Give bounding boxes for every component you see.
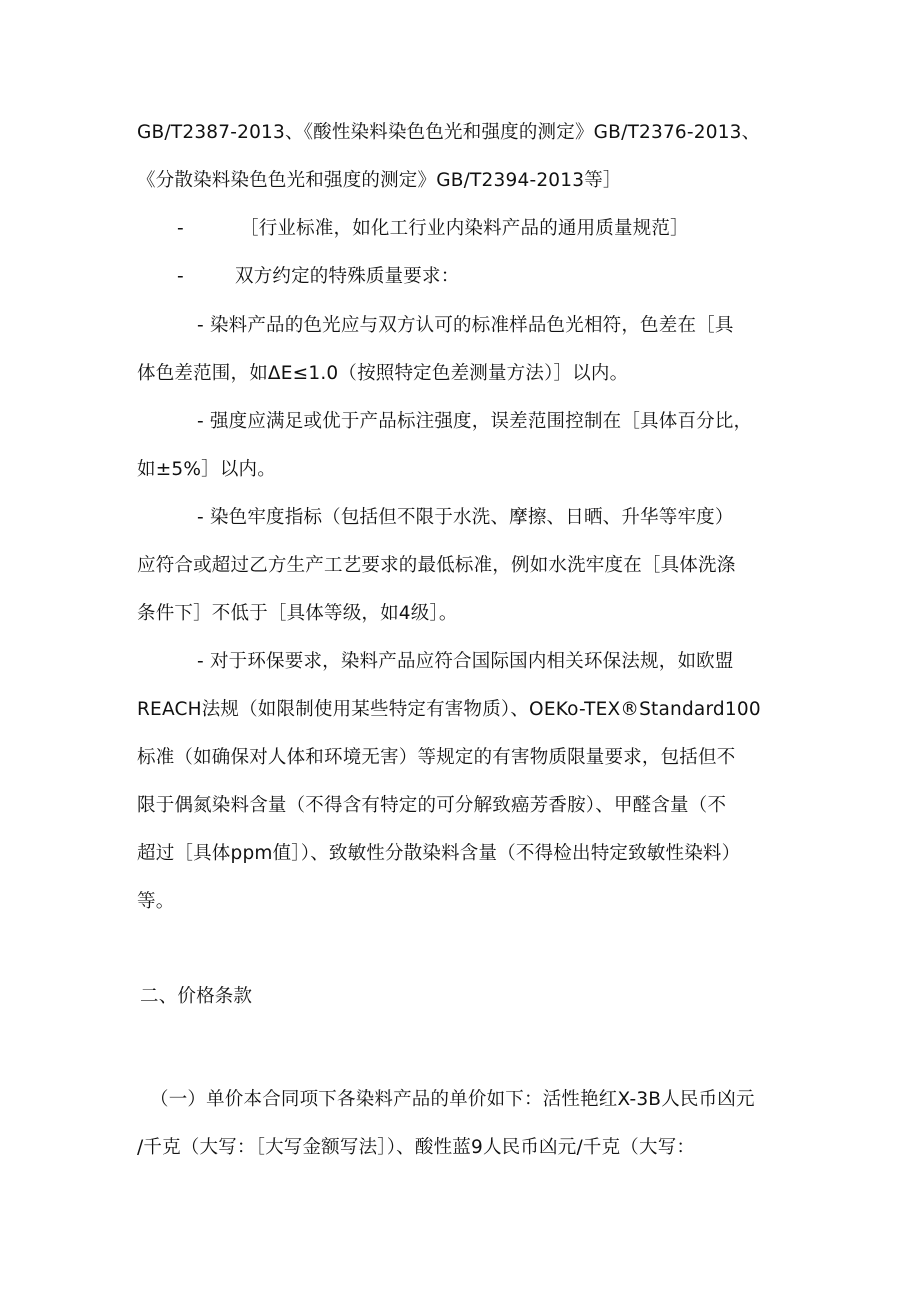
env-req-line-4: 限于偶氮染料含量（不得含有特定的可分解致癌芳香胺）、甲醛含量（不 [137,795,727,816]
industry-standard-item: ［行业标准，如化工行业内染料产品的通用质量规范］ [240,218,689,239]
bullet-marker: - [177,218,184,239]
env-req-line-1: - 对于环保要求，染料产品应符合国际国内相关环保法规，如欧盟 [197,651,734,672]
fastness-req-line-2: 应符合或超过乙方生产工艺要求的最低标准，例如水洗牢度在［具体洗涤 [137,555,736,576]
color-req-line-1: - 染料产品的色光应与双方认可的标准样品色光相符，色差在［具 [197,315,734,336]
standards-line-1: GB/T2387-2013、《酸性染料染色色光和强度的测定》GB/T2376-2013、 [137,122,761,143]
special-quality-heading: 双方约定的特殊质量要求： [235,266,460,287]
strength-req-line-1: - 强度应满足或优于产品标注强度，误差范围控制在［具体百分比， [197,411,753,432]
fastness-req-line-3: 条件下］不低于［具体等级，如4级］。 [137,603,458,624]
strength-req-line-2: 如±5%］以内。 [137,459,276,480]
price-line-1: （一）单价本合同项下各染料产品的单价如下：活性艳红X-3B人民币凶元 [150,1089,755,1110]
standards-line-2: 《分散染料染色色光和强度的测定》GB/T2394-2013等］ [137,170,622,191]
section-heading: 二、价格条款 [140,986,253,1007]
price-line-2: /千克（大写：［大写金额写法］）、酸性蓝9人民币凶元/千克（大写： [137,1137,696,1158]
env-req-line-6: 等。 [137,891,175,912]
bullet-marker: - [177,266,184,287]
env-req-line-2: REACH法规（如限制使用某些特定有害物质）、OEKo-TEX®Standard100 [137,699,761,720]
color-req-line-2: 体色差范围，如ΔE≤1.0（按照特定色差测量方法）］以内。 [137,363,629,384]
env-req-line-5: 超过［具体ppm值］）、致敏性分散染料含量（不得检出特定致敏性染料） [137,843,741,864]
fastness-req-line-1: - 染色牢度指标（包括但不限于水洗、摩擦、日晒、升华等牢度） [197,507,734,528]
env-req-line-3: 标准（如确保对人体和环境无害）等规定的有害物质限量要求，包括但不 [137,747,736,768]
